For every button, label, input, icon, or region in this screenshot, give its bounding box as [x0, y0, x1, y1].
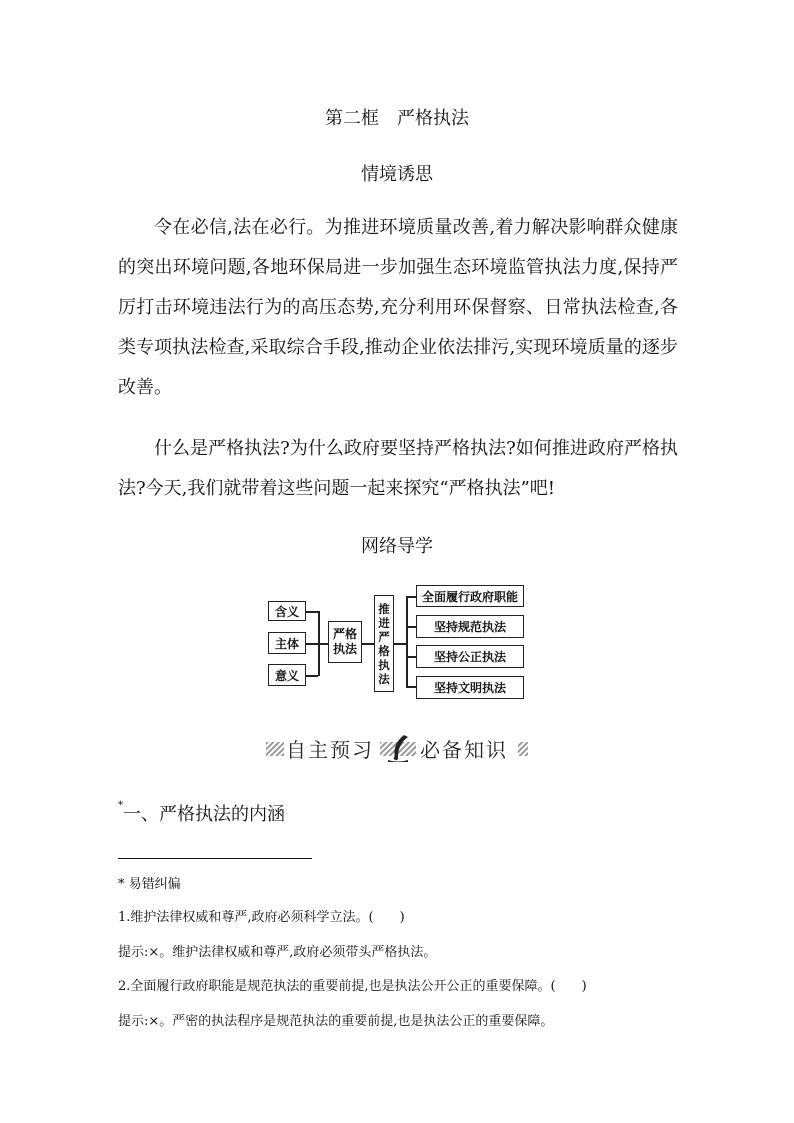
banner-left-text: 自主预习: [286, 738, 374, 762]
mind-map-node-meaning: 含义: [268, 601, 306, 621]
mind-map-node-civil-enforcement: 坚持文明执法: [416, 676, 524, 699]
vertical-char-6: 法: [378, 671, 390, 686]
vertical-char-5: 执: [378, 657, 390, 672]
section-title: 一、严格执法的内涵: [123, 804, 285, 825]
intro-paragraph-2-text: 什么是严格执法?为什么政府要坚持严格执法?如何推进政府严格执法?今天,我们就带着这些问题一起来探究“严格执法”吧!: [118, 438, 678, 499]
footnote-heading-text: 易错纠偏: [128, 877, 181, 892]
section-subtitle: 情境诱思: [361, 164, 433, 185]
mind-map-node-standard-enforcement: 坚持规范执法: [416, 615, 524, 638]
mind-map-node-subject: 主体: [268, 632, 306, 654]
mind-map-node-advance-strict-enforcement: [374, 595, 394, 692]
mind-map-node-fair-enforcement: 坚持公正执法: [416, 645, 524, 668]
section-heading: [118, 800, 285, 826]
footnote-answer-1: 提示:×。维护法律权威和尊严,政府必须带头严格执法。: [118, 945, 437, 960]
quill-pen-icon: [384, 733, 412, 763]
self-study-banner: [266, 731, 528, 765]
footnote-answer-2: 提示:×。严密的执法程序是规范执法的重要前提,也是执法公正的重要保障。: [118, 1014, 554, 1029]
network-guide-title: 网络导学: [361, 536, 433, 557]
footnote-heading: [118, 873, 181, 892]
footnote-question-2: 2.全面履行政府职能是规范执法的重要前提,也是执法公开公正的重要保障。( ): [118, 979, 587, 994]
intro-paragraph-2: [118, 429, 678, 509]
intro-paragraph-1: [118, 208, 678, 408]
intro-paragraph-1-text: 令在必信,法在必行。为推进环境质量改善,着力解决影响群众健康的突出环境问题,各地环保局进一步加强生态环境监管执法力度,保持严厉打击环境违法行为的高压态势,充分利用环保督察、日常执法检查,各类专项执法检查,采取综合手段,推动企业依法排污,实现环境质量的逐步改善。: [118, 217, 678, 398]
mind-map-node-strict-enforcement: [328, 621, 362, 663]
vertical-char-2: 进: [378, 615, 390, 630]
page-title: 第二框 严格执法: [325, 108, 469, 129]
vertical-char-4: 格: [378, 643, 390, 658]
banner-right-text: 必备知识: [420, 738, 508, 762]
footnote-marker: *: [118, 877, 125, 892]
footnote-divider: [118, 858, 312, 859]
mind-map-node-fulfill-functions: 全面履行政府职能: [416, 585, 524, 607]
mind-map-node-significance: 意义: [268, 664, 306, 686]
mind-map-center-line-1: 严格: [332, 627, 357, 641]
vertical-char-3: 严: [378, 629, 390, 644]
mind-map-diagram: [262, 580, 532, 700]
mind-map-center-line-2: 执法: [332, 642, 357, 656]
section-marker: *: [118, 800, 123, 811]
vertical-char-1: 推: [378, 601, 390, 616]
footnote-question-1: 1.维护法律权威和尊严,政府必须科学立法。( ): [118, 910, 405, 925]
